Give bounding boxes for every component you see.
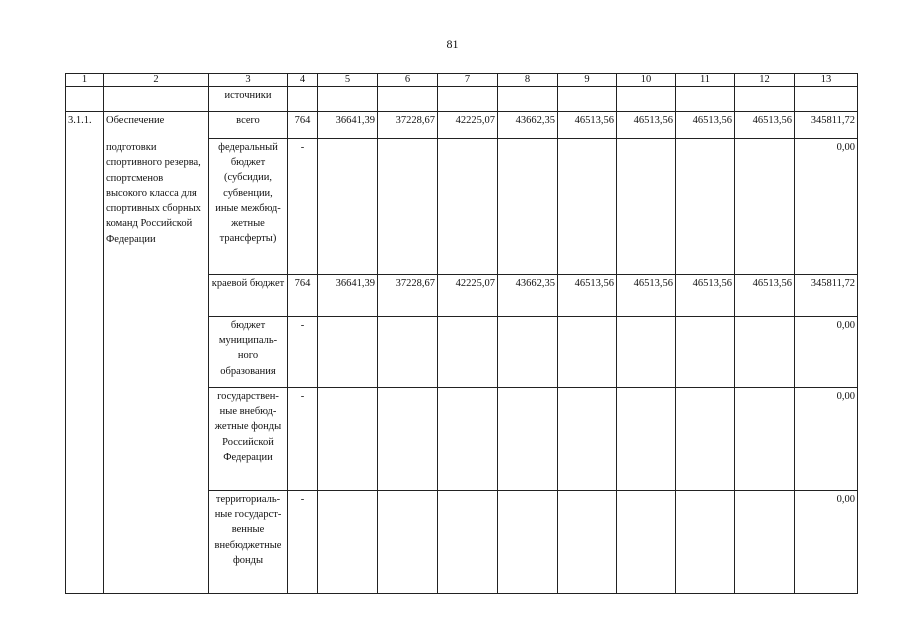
header-cell: 5 xyxy=(318,74,378,87)
value-cell xyxy=(318,491,378,594)
value-cell: 46513,56 xyxy=(676,275,735,317)
value-cell xyxy=(735,317,795,388)
value-cell xyxy=(318,317,378,388)
value-cell xyxy=(735,388,795,491)
cell xyxy=(378,87,438,112)
value-cell: 46513,56 xyxy=(558,275,617,317)
value-cell xyxy=(735,491,795,594)
cell xyxy=(318,87,378,112)
budget-table xyxy=(65,73,858,594)
row-name xyxy=(104,112,209,594)
table-row xyxy=(66,112,858,139)
total-cell: 345811,72 xyxy=(795,112,858,139)
value-cell xyxy=(498,491,558,594)
value-cell: 42225,07 xyxy=(438,112,498,139)
value-cell xyxy=(378,317,438,388)
cell xyxy=(498,87,558,112)
cell xyxy=(558,87,617,112)
total-cell: 0,00 xyxy=(795,388,858,491)
value-cell: 37228,67 xyxy=(378,275,438,317)
value-cell: 42225,07 xyxy=(438,275,498,317)
value-cell xyxy=(498,139,558,275)
header-cell: 11 xyxy=(676,74,735,87)
value-cell: 46513,56 xyxy=(735,275,795,317)
page-number: 81 xyxy=(446,37,459,51)
value-cell xyxy=(617,491,676,594)
cell xyxy=(735,87,795,112)
source-label: краевой бюджет xyxy=(209,275,288,317)
row-name-rest: подготовки спортивного резерва, спортсменов высокого класса для спортивных сборных команд Российской Федерации xyxy=(106,142,201,245)
value-cell xyxy=(617,317,676,388)
col4-value: - xyxy=(288,317,318,388)
cell xyxy=(438,87,498,112)
col4-value: - xyxy=(288,388,318,491)
value-cell: 37228,67 xyxy=(378,112,438,139)
value-cell xyxy=(617,139,676,275)
header-cell: 3 xyxy=(209,74,288,87)
value-cell: 43662,35 xyxy=(498,275,558,317)
header-cell: 10 xyxy=(617,74,676,87)
source-label: всего xyxy=(209,112,288,139)
value-cell xyxy=(558,388,617,491)
value-cell xyxy=(617,388,676,491)
cell xyxy=(288,87,318,112)
value-cell xyxy=(676,139,735,275)
header-cell: 9 xyxy=(558,74,617,87)
value-cell: 46513,56 xyxy=(735,112,795,139)
total-cell: 0,00 xyxy=(795,139,858,275)
col4-value: - xyxy=(288,139,318,275)
value-cell xyxy=(498,317,558,388)
value-cell: 46513,56 xyxy=(617,112,676,139)
cell xyxy=(617,87,676,112)
value-cell xyxy=(438,139,498,275)
value-cell xyxy=(318,139,378,275)
source-label: государствен-ные внебюд-жетные фонды Российской Федерации xyxy=(209,388,288,491)
header-cell: 13 xyxy=(795,74,858,87)
header-cell: 1 xyxy=(66,74,104,87)
value-cell xyxy=(318,388,378,491)
value-cell: 36641,39 xyxy=(318,112,378,139)
value-cell: 36641,39 xyxy=(318,275,378,317)
value-cell: 46513,56 xyxy=(617,275,676,317)
value-cell xyxy=(438,388,498,491)
cell xyxy=(795,87,858,112)
source-label: территориаль-ные государст-венные внебюджетные фонды xyxy=(209,491,288,594)
cell xyxy=(66,87,104,112)
value-cell xyxy=(676,388,735,491)
value-cell xyxy=(378,139,438,275)
header-cell: 2 xyxy=(104,74,209,87)
header-cell: 8 xyxy=(498,74,558,87)
total-cell: 0,00 xyxy=(795,491,858,594)
value-cell: 43662,35 xyxy=(498,112,558,139)
value-cell xyxy=(558,317,617,388)
header-cell: 4 xyxy=(288,74,318,87)
header-row xyxy=(66,74,858,87)
value-cell xyxy=(558,139,617,275)
header-cell: 6 xyxy=(378,74,438,87)
col4-value: - xyxy=(288,491,318,594)
value-cell xyxy=(676,491,735,594)
cell xyxy=(676,87,735,112)
value-cell xyxy=(676,317,735,388)
value-cell: 46513,56 xyxy=(558,112,617,139)
value-cell: 46513,56 xyxy=(676,112,735,139)
value-cell xyxy=(438,491,498,594)
row-code: 3.1.1. xyxy=(66,112,104,594)
source-label: бюджет муниципаль-ного образования xyxy=(209,317,288,388)
value-cell xyxy=(438,317,498,388)
value-cell xyxy=(735,139,795,275)
value-cell xyxy=(558,491,617,594)
value-cell xyxy=(378,491,438,594)
total-cell: 0,00 xyxy=(795,317,858,388)
continuation-row xyxy=(66,87,858,112)
header-cell: 12 xyxy=(735,74,795,87)
col4-value: 764 xyxy=(288,112,318,139)
value-cell xyxy=(378,388,438,491)
header-cell: 7 xyxy=(438,74,498,87)
cell xyxy=(104,87,209,112)
total-cell: 345811,72 xyxy=(795,275,858,317)
source-label: федеральный бюджет (субсидии, субвенции, иные межбюд-жетные трансферты) xyxy=(209,139,288,275)
col4-value: 764 xyxy=(288,275,318,317)
value-cell xyxy=(498,388,558,491)
row-name-first-line: Обеспечение xyxy=(106,115,165,126)
continuation-label: источники xyxy=(209,87,288,112)
